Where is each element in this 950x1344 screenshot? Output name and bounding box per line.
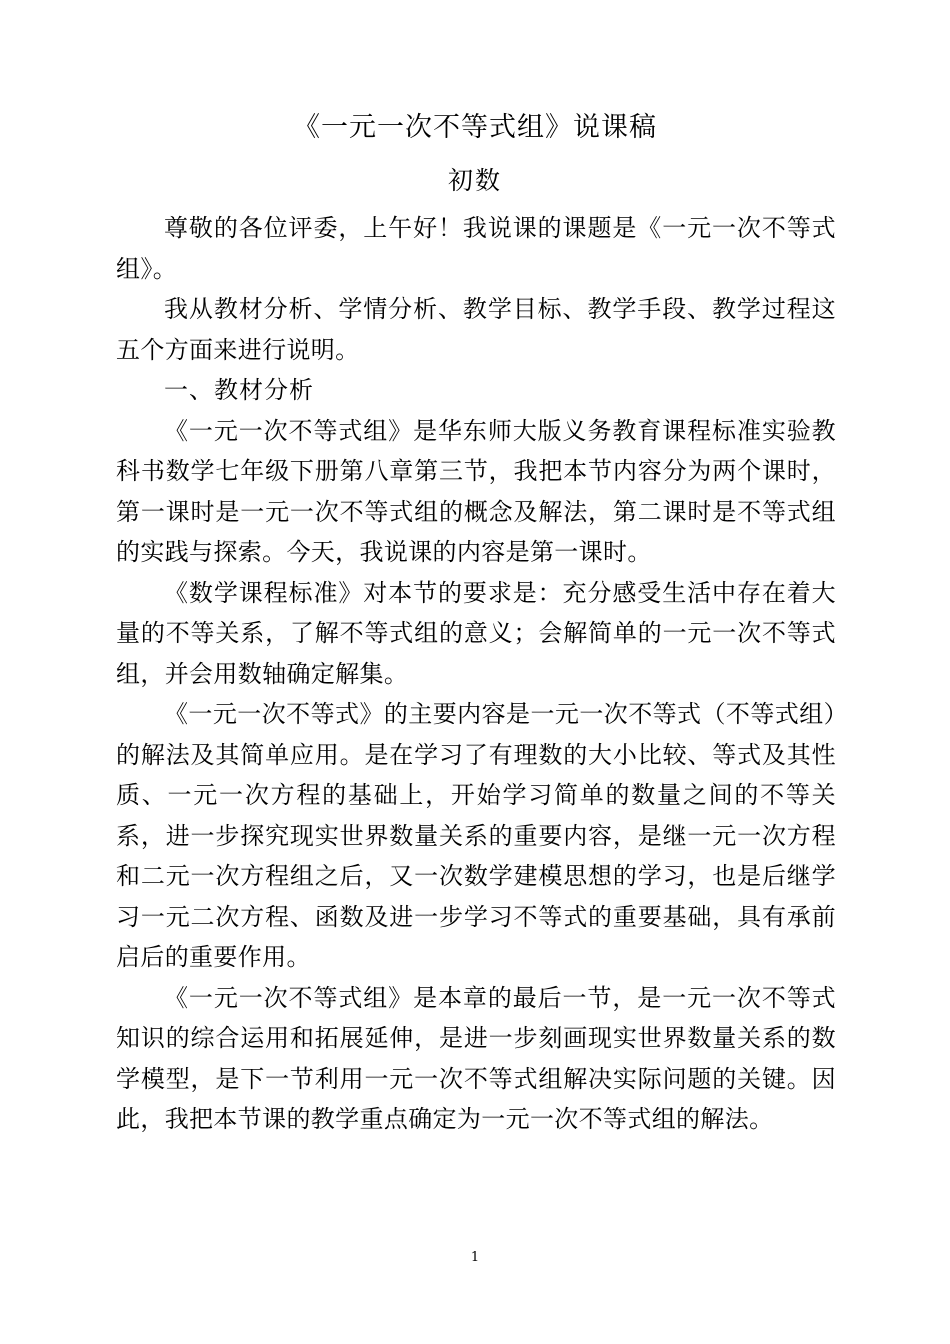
standard-paragraph: 《数学课程标准》对本节的要求是：充分感受生活中存在着大量的不等关系，了解不等式组的意义；会解简单的一元一次不等式组，并会用数轴确定解集。 — [116, 578, 836, 688]
document-title: 《一元一次不等式组》说课稿 — [293, 112, 657, 143]
section-heading: 一、教材分析 — [164, 376, 314, 404]
page-number: 1 — [470, 1250, 480, 1265]
greeting-paragraph: 尊敬的各位评委，上午好！我说课的课题是《一元一次不等式组》。 — [116, 214, 836, 283]
overview-paragraph: 我从教材分析、学情分析、教学目标、教学手段、教学过程这五个方面来进行说明。 — [116, 295, 836, 364]
document-subtitle: 初数 — [447, 166, 502, 195]
document-body — [116, 208, 836, 1140]
textbook-paragraph: 《一元一次不等式组》是华东师大版义务教育课程标准实验教科书数学七年级下册第八章第三节，我把本节内容分为两个课时，第一课时是一元一次不等式组的概念及解法，第二课时是不等式组的实践与探索。今天，我说课的内容是第一课时。 — [116, 416, 836, 566]
content-paragraph: 《一元一次不等式》的主要内容是一元一次不等式（不等式组）的解法及其简单应用。是在学习了有理数的大小比较、等式及其性质、一元一次方程的基础上，开始学习简单的数量之间的不等关系，进一步探究现实世界数量关系的重要内容，是继一元一次方程和二元一次方程组之后，又一次数学建模思想的学习，也是后继学习一元二次方程、函数及进一步学习不等式的重要基础，具有承前启后的重要作用。 — [116, 700, 836, 971]
focus-paragraph: 《一元一次不等式组》是本章的最后一节，是一元一次不等式知识的综合运用和拓展延伸，是进一步刻画现实世界数量关系的数学模型，是下一节利用一元一次不等式组解决实际问题的关键。因此，我把本节课的教学重点确定为一元一次不等式组的解法。 — [116, 983, 836, 1133]
